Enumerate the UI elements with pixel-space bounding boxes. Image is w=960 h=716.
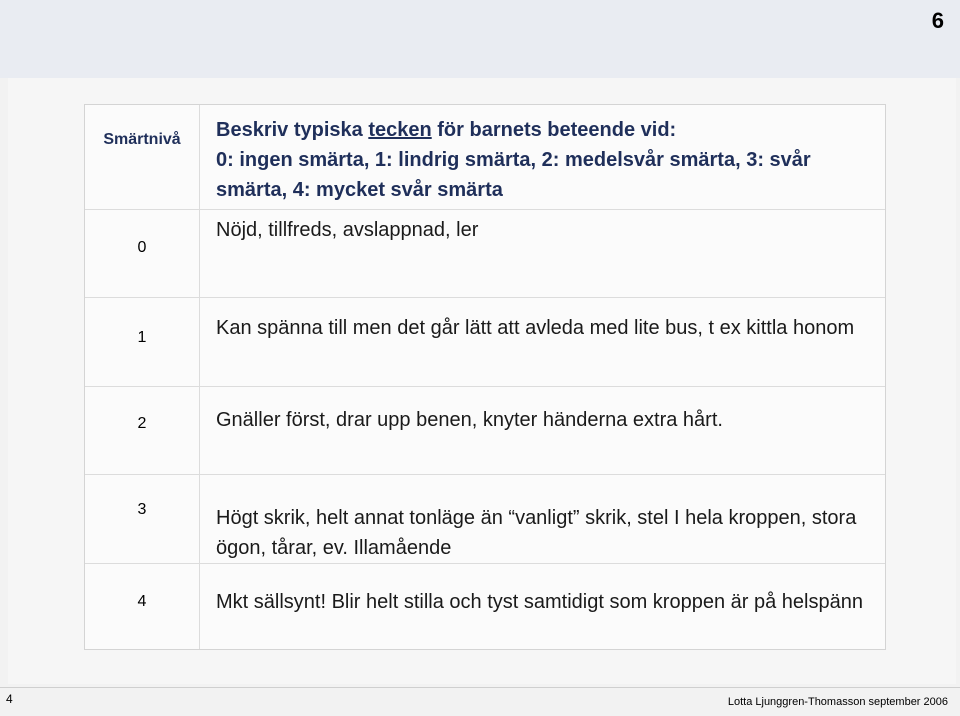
row-divider (85, 209, 885, 210)
pain-level-header: Smärtnivå (103, 131, 181, 148)
pain-level-4: 4 (137, 593, 147, 610)
pain-level-2: 2 (137, 415, 147, 432)
pain-description-1: Kan spänna till men det går lätt att avleda med lite bus, t ex kittla honom (216, 317, 855, 339)
pain-description-3: Högt skrik, helt annat tonläge än “vanligt” skrik, stel I hela kroppen, stora ögon, tårar, ev. Illamående (216, 507, 857, 559)
header-band (0, 0, 960, 78)
pain-level-0: 0 (137, 239, 147, 256)
row-divider (85, 474, 885, 475)
column-divider (199, 105, 200, 649)
footer-author: Lotta Ljunggren-Thomasson september 2006 (727, 696, 948, 708)
header-line1-pre: Beskriv typiska (216, 119, 369, 141)
header-line3: smärta, 4: mycket svår smärta (216, 179, 503, 201)
pain-level-1: 1 (137, 329, 147, 346)
page-number: 6 (931, 8, 944, 33)
pain-description-4: Mkt sällsynt! Blir helt stilla och tyst samtidigt som kroppen är på helspänn (216, 591, 863, 613)
row-divider (85, 297, 885, 298)
pain-level-3: 3 (137, 501, 147, 518)
header-line1-post: för barnets beteende vid: (431, 119, 677, 141)
header-line1-underlined: tecken (368, 119, 432, 141)
pain-description-0: Nöjd, tillfreds, avslappnad, ler (216, 219, 479, 241)
footer-page-number: 4 (6, 692, 13, 706)
row-divider (85, 386, 885, 387)
decorative-texture (0, 0, 960, 78)
header-line2: 0: ingen smärta, 1: lindrig smärta, 2: medelsvår smärta, 3: svår (216, 149, 811, 171)
footer-divider (0, 687, 960, 688)
table-header (216, 115, 876, 205)
pain-description-2: Gnäller först, drar upp benen, knyter händerna extra hårt. (216, 409, 723, 431)
pain-scale-table (84, 104, 886, 650)
row-divider (85, 563, 885, 564)
